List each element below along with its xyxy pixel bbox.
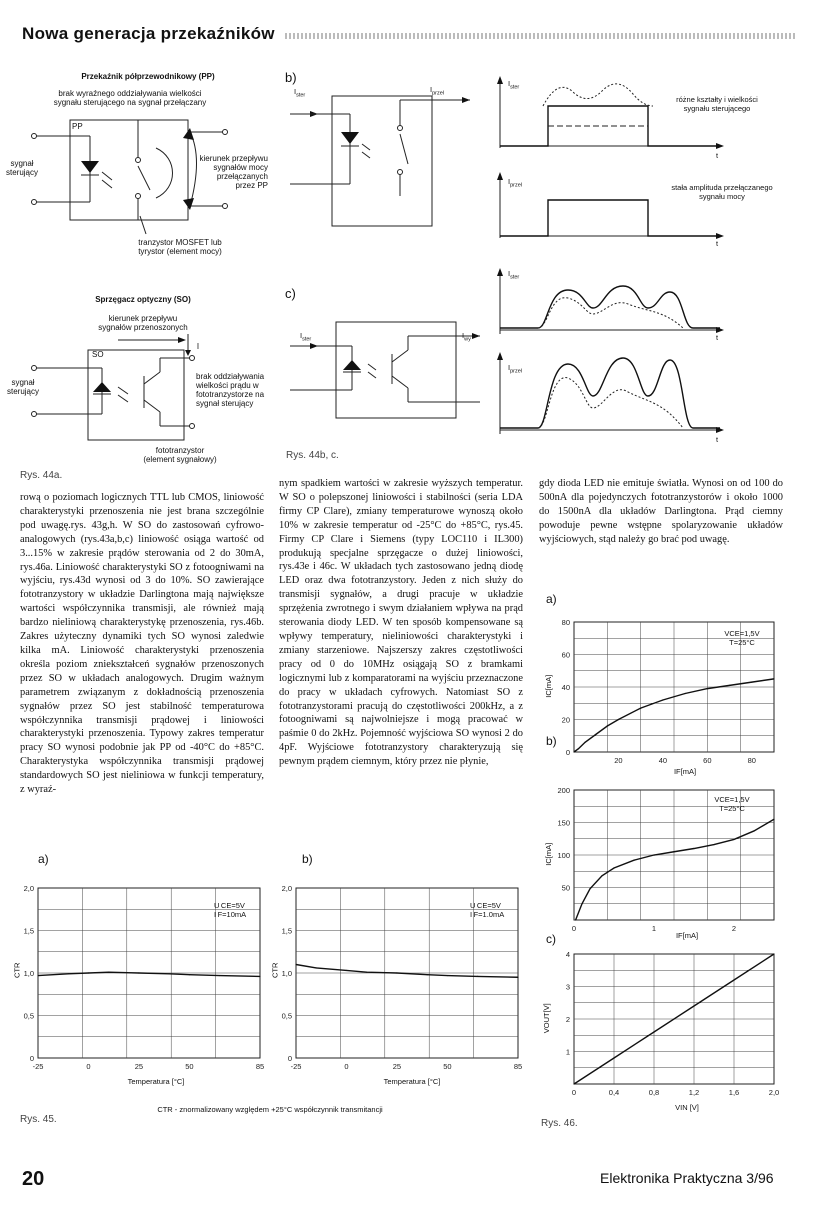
- data-point: [138, 972, 139, 973]
- x-tick-label: 50: [443, 1062, 452, 1071]
- fig46c-ylabel: VOUT[V]: [541, 1003, 551, 1034]
- timing-t-4: t: [716, 435, 719, 444]
- fig46a-xlabel: IF[mA]: [673, 767, 697, 776]
- x-tick-label: 1,2: [688, 1088, 700, 1097]
- data-point: [259, 976, 260, 977]
- magazine-name: Elektronika Praktyczna 3/96: [600, 1170, 774, 1186]
- text-column-3: gdy dioda LED nie emituje światła. Wynosi on od 100 do 500nA dla pojedynczych fototranzystorów i około 1000 do 1500nA dla układów Darlingtona. Prąd ciemny powoduje pewne wstępne spolaryzowanie układów wyjściowych, stąd należy go brać pod uwagę.: [539, 478, 783, 545]
- timing-t-3: t: [716, 333, 719, 342]
- data-point: [366, 972, 367, 973]
- series-line: [576, 819, 774, 920]
- data-point: [773, 819, 774, 820]
- x-tick-label: 1: [651, 924, 657, 933]
- y-tick-label: 2: [565, 1015, 570, 1024]
- text-column-1: rową o poziomach logicznych TTL lub CMOS, liniowość charakterystyki przenoszenia nie jest brana szczególnie pod uwagę.rys. 43g,h. W SO do zastosowań cyfrowo-analogowych (rys.43a,b,c) liniowość osiąga wartość od 3...15% w zakresie prądów sterowania od 2 do 30mA, rys.46a. Liniowość charakterystyki SO z fotoogniwami na wyjściu, rys.43d wynosi od 3 do 10%. SO zawierające fototranzystory w układzie Darlingtona mają największe wartości współczynnika transmisji, ale również mają bardzo nieliniową charakterystykę przenoszenia, rys.46b. Zakres użyteczny dynamiki tych SO wynosi zaledwie kilka mA. Liniowość charakterystyki przenoszenia określa poziom zniekształceń sygnałów przenoszonych przez SO w układach analogowych. Drugim ważnym parametrem związanym z dokładnością przenoszenia sygnałów przez SO jest stabilność temperaturowa współczynnika transmisji prądowej i liniowości charakterystyki przenoszenia. Typowy zakres temperatur pracy SO wynosi podobnie jak PP od -40°C do +85°C. Charakterystyka współczynnika transmisji prądowej standardowych SO jest nieliniowa w funkcji temperatury, z wyraź-: [20, 492, 264, 796]
- data-point: [346, 970, 347, 971]
- x-tick-label: 0: [571, 924, 577, 933]
- x-tick-label: 25: [134, 1062, 144, 1071]
- timing-t-1: t: [716, 151, 719, 160]
- y-tick-label: 1: [565, 1047, 570, 1057]
- data-point: [713, 844, 714, 845]
- data-point: [733, 979, 734, 980]
- fig45b-xlabel: Temperatura [°C]: [383, 1077, 441, 1086]
- so-title: Sprzęgacz optyczny (SO): [95, 295, 191, 304]
- y-tick-label: 1,0: [23, 969, 34, 978]
- x-tick-label: 85: [513, 1062, 523, 1071]
- data-point: [573, 1083, 574, 1084]
- timing-note-1: różne kształty i wielkości sygnału sterującego: [676, 95, 758, 113]
- fig44a-caption: Rys. 44a.: [20, 470, 63, 481]
- fig46c-panel-label: c): [546, 932, 556, 946]
- data-point: [693, 1005, 694, 1006]
- data-point: [613, 867, 614, 868]
- data-point: [662, 699, 663, 700]
- data-point: [37, 975, 38, 976]
- fig46-caption: Rys. 46.: [541, 1118, 578, 1129]
- data-point: [585, 742, 586, 743]
- fig45a-xlabel: Temperatura [°C]: [127, 1077, 185, 1086]
- data-point: [581, 903, 582, 904]
- data-point: [693, 848, 694, 849]
- fig46a-panel-label: a): [546, 592, 557, 606]
- fig46a-legend: VCE=1,5V T=25°C: [724, 629, 760, 647]
- fig46b-ylabel: IC[mA]: [544, 842, 554, 866]
- data-point: [427, 974, 428, 975]
- fig44c-label: c): [285, 286, 296, 301]
- fig46a-ylabel: IC[mA]: [544, 674, 554, 698]
- timing-i-ster-1: $I_{ster}$: [508, 79, 520, 91]
- data-point: [68, 973, 69, 974]
- fig46b-panel-label: b): [546, 734, 557, 748]
- fig44c-i-wy: $I_{wy}$: [462, 331, 471, 343]
- fig45a-ylabel: CTR: [12, 962, 22, 978]
- x-tick-label: 2: [731, 924, 737, 933]
- x-tick-label: 0,4: [608, 1088, 620, 1097]
- data-point: [729, 685, 730, 686]
- so-box-label: SO: [92, 350, 104, 359]
- data-point: [653, 854, 654, 855]
- y-tick-label: 0: [29, 1054, 34, 1063]
- data-point: [447, 975, 448, 976]
- y-tick-label: 0,5: [23, 1011, 34, 1021]
- page-number: 20: [22, 1168, 45, 1190]
- y-tick-label: 0,5: [281, 1011, 292, 1021]
- data-point: [613, 1057, 614, 1058]
- x-tick-label: 60: [703, 756, 712, 765]
- data-point: [396, 972, 397, 973]
- fig45a-panel-label: a): [38, 852, 49, 866]
- data-point: [596, 734, 597, 735]
- pp-switch-label: tranzystor MOSFET lub tyrystor (element mocy): [138, 238, 222, 256]
- header-rule: [285, 33, 797, 39]
- pp-note: brak wyraźnego oddziaływania wielkości sygnału sterującego na sygnał przełączany: [53, 89, 207, 107]
- y-tick-label: 60: [561, 650, 570, 660]
- y-tick-label: 3: [565, 982, 570, 992]
- fig44b-i-przel: $I_{przel}$: [430, 85, 445, 97]
- x-tick-label: 0: [344, 1062, 349, 1071]
- fig45-footnote: CTR - znormalizowany względem +25°C współczynnik transmitancji: [157, 1105, 383, 1114]
- x-tick-label: 0,8: [648, 1088, 660, 1097]
- y-tick-label: 0: [565, 748, 570, 757]
- timing-note-2: stała amplituda przełączanego sygnału mocy: [671, 183, 773, 201]
- data-point: [169, 973, 170, 974]
- fig46c-chart: [540, 944, 790, 1104]
- data-point: [673, 851, 674, 852]
- y-tick-label: 20: [561, 715, 570, 725]
- fig45b-ylabel: CTR: [270, 962, 280, 978]
- y-tick-label: 200: [557, 786, 570, 795]
- so-phototransistor-label: fototranzystor (element sygnałowy): [143, 446, 217, 464]
- data-point: [601, 875, 602, 876]
- pp-direction-label: kierunek przepływu sygnałów mocy przełączanych przez PP: [199, 154, 268, 190]
- x-tick-label: 2,0: [768, 1088, 780, 1097]
- pp-box-label: PP: [72, 122, 83, 131]
- so-note: brak oddziaływania wielkości prądu w fototranzystorze na sygnał sterujący: [196, 372, 265, 408]
- data-point: [589, 888, 590, 889]
- pp-title: Przekaźnik półprzewodnikowy (PP): [81, 72, 215, 81]
- data-point: [575, 919, 576, 920]
- data-point: [517, 977, 518, 978]
- data-point: [477, 976, 478, 977]
- data-point: [753, 830, 754, 831]
- data-point: [773, 953, 774, 954]
- fig45-caption: Rys. 45.: [20, 1114, 57, 1125]
- data-point: [573, 751, 574, 752]
- data-point: [685, 693, 686, 694]
- x-tick-label: -25: [290, 1062, 302, 1071]
- data-point: [219, 975, 220, 976]
- fig44b-label: b): [285, 70, 297, 85]
- x-tick-label: -25: [32, 1062, 44, 1071]
- x-tick-label: 85: [255, 1062, 265, 1071]
- fig44b-i-ster: $I_{ster}$: [294, 87, 306, 99]
- x-tick-label: 0: [571, 1088, 577, 1097]
- fig45b-legend: U CE=5V I F=1.0mA: [470, 901, 505, 919]
- data-point: [751, 682, 752, 683]
- fig46b-legend: VCE=1,5V T=25°C: [714, 795, 750, 813]
- fig44b-circuit: [290, 86, 470, 236]
- data-point: [653, 1031, 654, 1032]
- y-tick-label: 80: [561, 618, 570, 627]
- x-tick-label: 80: [747, 756, 756, 765]
- y-tick-label: 100: [557, 851, 570, 860]
- y-tick-label: 50: [561, 883, 570, 893]
- fig44c-i-ster: $I_{ster}$: [300, 331, 312, 343]
- x-tick-label: 40: [658, 756, 668, 765]
- data-point: [295, 964, 296, 965]
- fig44bc-caption: Rys. 44b, c.: [286, 450, 339, 461]
- y-tick-label: 0: [287, 1054, 292, 1063]
- x-tick-label: 25: [392, 1062, 402, 1071]
- pp-input-label: sygnał sterujący: [5, 159, 38, 177]
- timing-i-przel-1: $I_{przel}$: [508, 177, 523, 189]
- x-tick-label: 0: [86, 1062, 91, 1071]
- timing-i-przel-2: $I_{przel}$: [508, 363, 523, 375]
- data-point: [607, 725, 608, 726]
- timing-i-ster-2: $I_{ster}$: [508, 269, 520, 281]
- y-tick-label: 1,5: [23, 926, 34, 936]
- x-tick-label: 20: [614, 756, 623, 765]
- data-point: [773, 678, 774, 679]
- series-line: [296, 965, 518, 978]
- fig46b-xlabel: IF[mA]: [675, 931, 699, 940]
- x-tick-label: 50: [185, 1062, 194, 1071]
- y-tick-label: 4: [565, 950, 570, 959]
- x-tick-label: 1,6: [728, 1088, 740, 1097]
- fig44bc-timing: [488, 72, 788, 452]
- data-point: [88, 972, 89, 973]
- data-point: [189, 974, 190, 975]
- y-tick-label: 2,0: [281, 884, 292, 893]
- fig45b-panel-label: b): [302, 852, 313, 866]
- y-tick-label: 1,5: [281, 926, 292, 936]
- so-input-label: sygnał sterujący: [6, 378, 39, 396]
- so-direction-label: kierunek przepływu sygnałów przenoszonych: [98, 314, 188, 332]
- y-tick-label: 150: [557, 818, 570, 828]
- fig45a-legend: U CE=5V I F=10mA: [214, 901, 247, 919]
- data-point: [618, 719, 619, 720]
- text-column-2: nym spadkiem wartości w zakresie wyższych temperatur. W SO o polepszonej liniowości i stabilności (seria LDA firmy CP Clare), zmiany temperaturowe wynoszą około 10% w zakresie temperatur od -25°C do +85°C, rys.45. Firmy CP Clare i Siemens (typy LOC110 i IL300) produkują specjalne sprzęgacze o dużej liniowości, rys.43e i 46c. W układach tych zastosowano jedną diodę LED oraz dwa fototranzystory. Jeden z nich służy do transmisji sygnałów, a drugi pracuje w układzie sprzężenia zwrotnego i swym działaniem wpływa na prąd sterowania diody LED. W ten sposób kompensowane są wpływy temperatury, nieliniowości charakterystyki i zmiany starzeniowe. Najszerszy zakres częstotliwości pracy od 0 do 10MHz osiągają SO z bramkami logicznymi lub z komparatorami na wyjściu przeznaczone do pracy w układach cyfrowych. Natomiast SO z fototranzystorami pracują do częstotliwości 200kHz, a z fotoogniwami są najwolniejsze i mogą pracować w paśmie 0 do 2kHz. Pojemność wyjściowa SO wynosi 2 do 4pF. Wyjściowe fototranzystory charakteryzują się pewnym prądem ciemnym, który przez nie płynie,: [279, 478, 523, 768]
- data-point: [633, 860, 634, 861]
- data-point: [316, 967, 317, 968]
- page-title: Nowa generacja przekaźników: [22, 24, 275, 43]
- fig46c-xlabel: VIN [V]: [675, 1103, 699, 1112]
- data-point: [108, 972, 109, 973]
- y-tick-label: 40: [561, 683, 570, 692]
- data-point: [640, 708, 641, 709]
- data-point: [733, 839, 734, 840]
- data-point: [578, 748, 579, 749]
- data-point: [707, 688, 708, 689]
- timing-t-2: t: [716, 239, 719, 248]
- y-tick-label: 2,0: [23, 884, 34, 893]
- fig44c-circuit: [290, 318, 480, 418]
- y-tick-label: 1,0: [281, 969, 292, 978]
- so-current-label: I: [196, 342, 200, 351]
